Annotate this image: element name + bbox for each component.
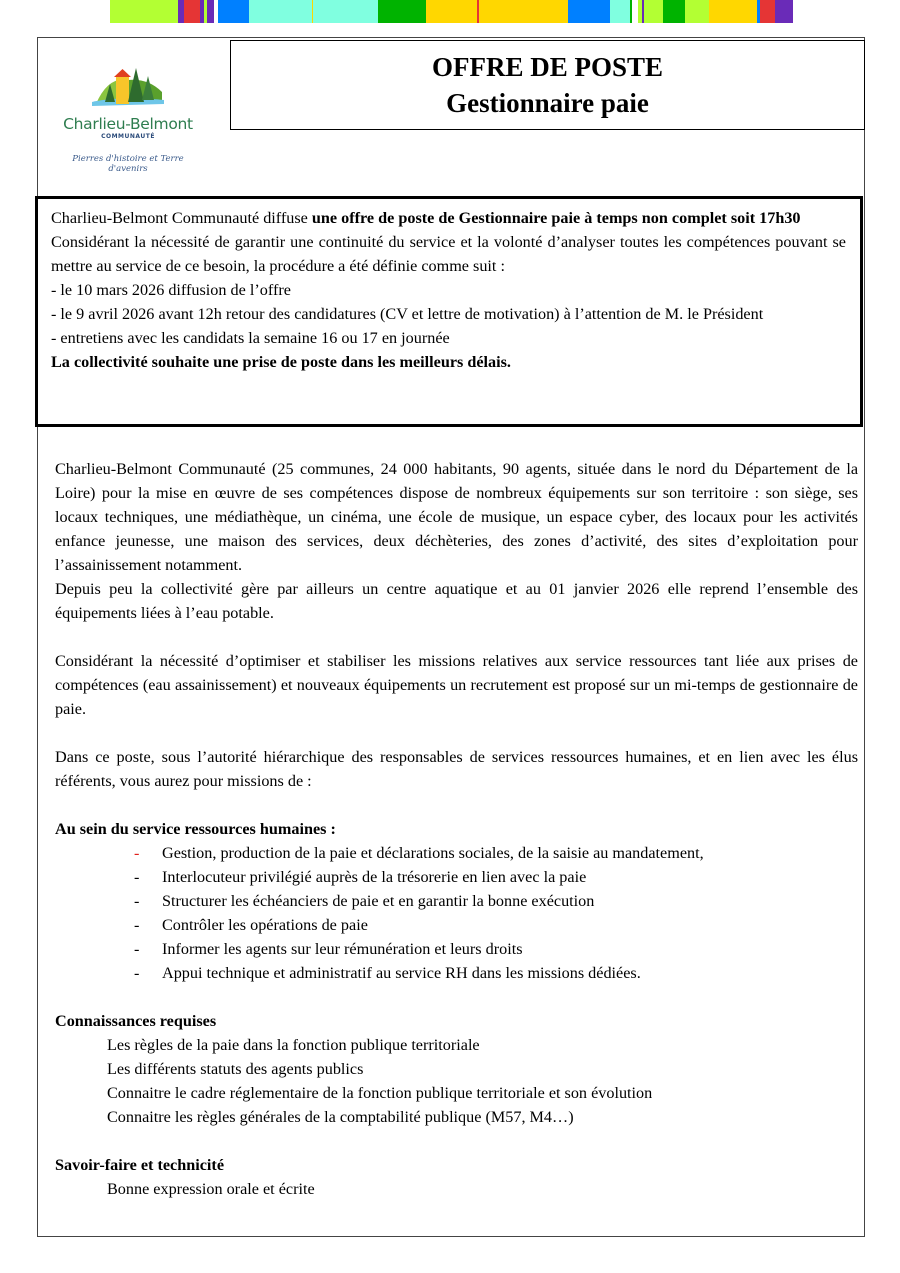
title-line-2: Gestionnaire paie <box>446 88 649 118</box>
list-item <box>55 913 858 937</box>
knowledge-heading <box>55 1009 858 1033</box>
step-3: - entretiens avec les candidats la semaine 16 ou 17 en journée <box>51 329 450 347</box>
logo-name: Charlieu-Belmont <box>63 115 193 133</box>
color-bar-segment <box>663 0 685 23</box>
knowledge-item: Connaitre les règles générales de la comptabilité publique (M57, M4…) <box>107 1108 574 1126</box>
dash-bullet: - <box>134 916 140 934</box>
logo-emblem-icon <box>88 66 168 108</box>
dash-bullet: - <box>134 964 140 982</box>
document-body <box>55 457 858 1201</box>
knowledge-item: Connaitre le cadre réglementaire de la fonction publique territoriale et son évolution <box>107 1084 653 1102</box>
list-item-text: Interlocuteur privilégié auprès de la trésorerie en lien avec la paie <box>162 868 587 886</box>
color-bar-segment <box>313 0 378 23</box>
knowledge-item: Les règles de la paie dans la fonction publique territoriale <box>107 1036 480 1054</box>
color-bar-segment <box>610 0 630 23</box>
intro-announcement <box>51 206 846 230</box>
step-1: - le 10 mars 2026 diffusion de l’offre <box>51 281 291 299</box>
color-bar-segment <box>426 0 477 23</box>
intro-context: Considérant la nécessité de garantir une continuité du service et la volonté d’analyser toutes les compétences pouvant se mettre au service de ce besoin, la procédure a été définie comme suit : <box>51 233 846 275</box>
color-bar-segment <box>760 0 775 23</box>
color-bar-segment <box>207 0 214 23</box>
color-bar-segment <box>479 0 568 23</box>
logo-subtitle: COMMUNAUTÉ <box>101 133 155 140</box>
color-bar-segment <box>644 0 663 23</box>
paragraph-presentation: Charlieu-Belmont Communauté (25 communes, 24 000 habitants, 90 agents, située dans le nord du Département de la Loire) pour la mise en œuvre de ses compétences dispose de nombreux équipements sur son territoire : son siège, ses locaux techniques, une médiathèque, un cinéma, une école de musique, un espace cyber, des locaux pour les activités enfance jeunesse, une maison des services, deux déchèteries, des zones d’activité, des sites d’exploitation pour l’assainissement notamment. <box>55 460 858 574</box>
list-item-text: Appui technique et administratif au service RH dans les missions dédiées. <box>162 964 641 982</box>
title-box <box>230 40 865 130</box>
paragraph-missions-intro: Dans ce poste, sous l’autorité hiérarchique des responsables de services ressources humaines, et en lien avec les élus référents, vous aurez pour missions de : <box>55 748 858 790</box>
intro-text: Charlieu-Belmont Communauté diffuse <box>51 209 312 227</box>
list-item <box>55 961 858 985</box>
list-item <box>55 865 858 889</box>
list-item-text: Contrôler les opérations de paie <box>162 916 368 934</box>
closing-text: La collectivité souhaite une prise de poste dans les meilleurs délais. <box>51 353 511 371</box>
logo <box>52 66 204 174</box>
decorative-color-bar <box>110 0 795 23</box>
color-bar-segment <box>184 0 200 23</box>
paragraph-recruitment: Considérant la nécessité d’optimiser et stabiliser les missions relatives aux service ressources tant liée aux prises de compétences (eau assainissement) et nouveaux équipements un recrutement est proposé sur un mi-temps de gestionnaire de paie. <box>55 652 858 718</box>
color-bar-segment <box>378 0 426 23</box>
list-item-text: Informer les agents sur leur rémunération et leurs droits <box>162 940 523 958</box>
skills-item: Bonne expression orale et écrite <box>107 1180 315 1198</box>
list-item-text: Structurer les échéanciers de paie et en garantir la bonne exécution <box>162 892 595 910</box>
skills-heading-text: Savoir-faire et technicité <box>55 1156 225 1174</box>
list-item-text: Gestion, production de la paie et déclarations sociales, de la saisie au mandatement, <box>162 844 704 862</box>
color-bar-segment <box>110 0 178 23</box>
color-bar-segment <box>218 0 249 23</box>
color-bar-segment <box>709 0 757 23</box>
paragraph-equipment: Depuis peu la collectivité gère par ailleurs un centre aquatique et au 01 janvier 2026 elle reprend l’ensemble des équipements liées à l’eau potable. <box>55 580 858 622</box>
missions-heading-text: Au sein du service ressources humaines : <box>55 820 336 838</box>
list-item <box>55 889 858 913</box>
dash-bullet: - <box>134 940 140 958</box>
knowledge-item: Les différents statuts des agents publics <box>107 1060 364 1078</box>
color-bar-segment <box>775 0 793 23</box>
missions-heading <box>55 817 858 841</box>
intro-box <box>35 196 863 427</box>
dash-bullet: - <box>134 844 140 862</box>
list-item <box>55 937 858 961</box>
title-line-1: OFFRE DE POSTE <box>431 52 664 82</box>
dash-bullet: - <box>134 868 140 886</box>
skills-heading <box>55 1153 858 1177</box>
intro-bold-text: une offre de poste de Gestionnaire paie à temps non complet soit 17h30 <box>311 209 801 227</box>
step-2: - le 9 avril 2026 avant 12h retour des candidatures (CV et lettre de motivation) à l’attention de M. le Président <box>51 305 764 323</box>
intro-closing <box>51 350 846 374</box>
knowledge-heading-text: Connaissances requises <box>55 1012 217 1030</box>
list-item <box>55 841 858 865</box>
color-bar-segment <box>568 0 610 23</box>
color-bar-segment <box>685 0 709 23</box>
missions-list <box>55 841 858 985</box>
color-bar-segment <box>249 0 312 23</box>
dash-bullet: - <box>134 892 140 910</box>
logo-slogan: Pierres d'histoire et Terre d'avenirs <box>72 154 184 174</box>
